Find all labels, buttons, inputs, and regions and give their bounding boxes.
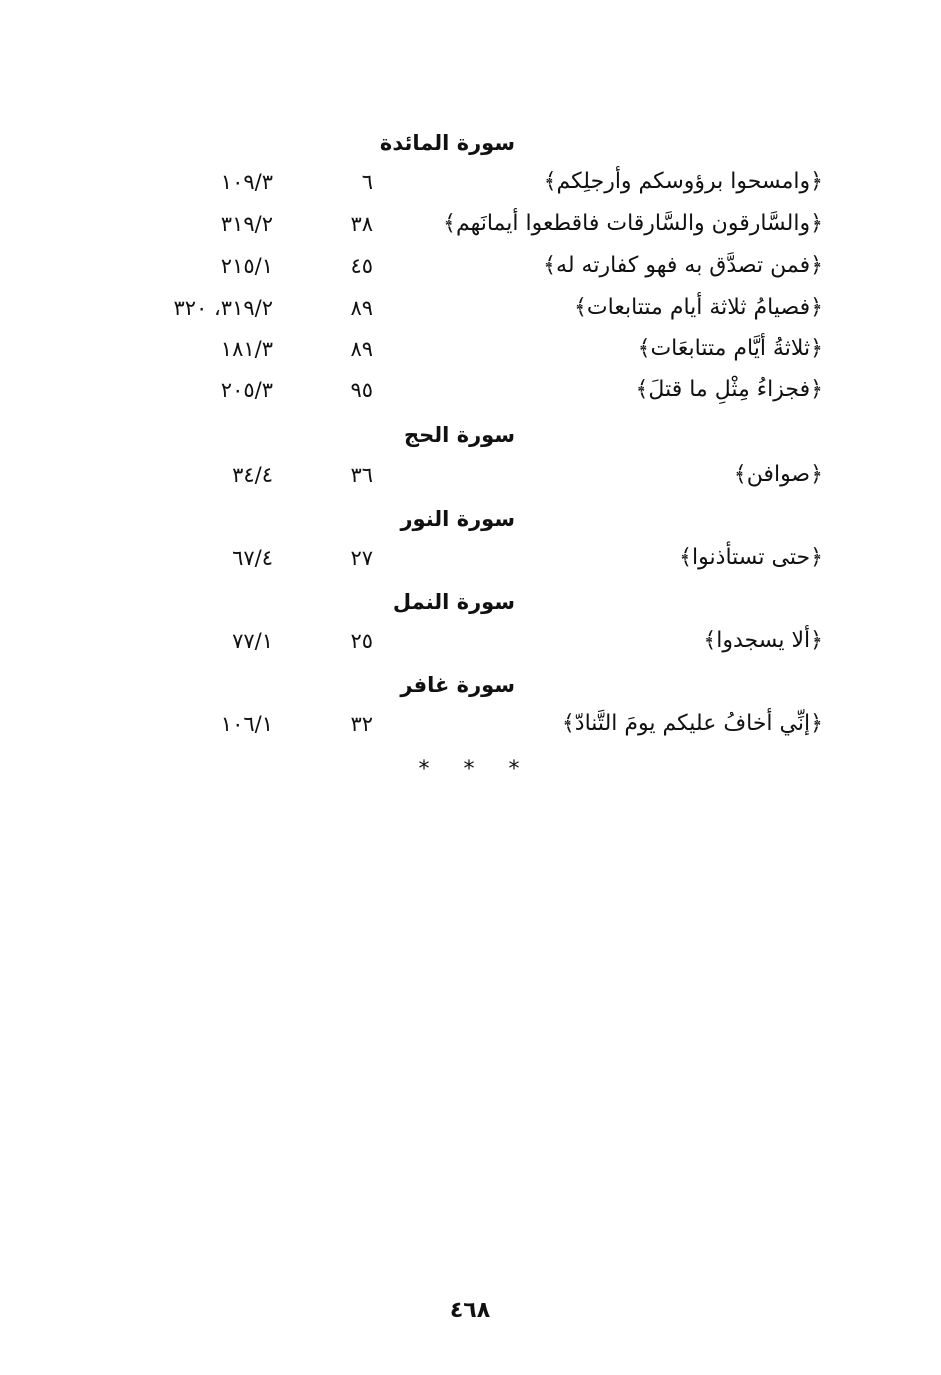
ayah-number: ٣٦ — [350, 463, 373, 487]
index-row — [0, 458, 941, 492]
index-row — [0, 249, 941, 283]
ayah-number: ٣٢ — [350, 712, 373, 736]
index-row — [0, 207, 941, 241]
index-row — [0, 624, 941, 658]
ayah-number: ٤٥ — [350, 254, 373, 278]
ayah-number: ٢٥ — [350, 629, 373, 653]
index-row — [0, 373, 941, 407]
verse-text: ﴿صوافن﴾ — [733, 462, 823, 487]
verse-text: ﴿إنِّي أخافُ عليكم يومَ التَّنادّ﴾ — [561, 711, 823, 736]
volume-page-ref: ٣١٩/٢، ٣٢٠ — [173, 296, 273, 320]
ayah-number: ٩٥ — [350, 378, 373, 402]
ayah-number: ٨٩ — [350, 337, 373, 361]
surah-title-an-naml: سورة النمل — [392, 590, 515, 614]
volume-page-ref: ٣٤/٤ — [232, 463, 273, 487]
volume-page-ref: ١٨١/٣ — [220, 337, 273, 361]
verse-text: ﴿ثلاثةُ أيَّام متتابعَات﴾ — [637, 336, 823, 361]
surah-title-al-hajj: سورة الحج — [404, 423, 515, 447]
verse-text: ﴿فصيامُ ثلاثة أيام متتابعات﴾ — [574, 295, 823, 320]
surah-title-ghafir: سورة غافر — [400, 673, 515, 697]
verse-text: ﴿ألا يسجدوا﴾ — [703, 628, 823, 653]
index-row — [0, 332, 941, 366]
asterisk-icon: * — [418, 757, 430, 782]
verse-text: ﴿وامسحوا برؤوسكم وأرجلِكم﴾ — [543, 169, 823, 194]
section-end-ornament — [414, 756, 524, 784]
volume-page-ref: ١٠٩/٣ — [220, 170, 273, 194]
ayah-number: ٨٩ — [350, 296, 373, 320]
ayah-number: ٦ — [361, 170, 373, 194]
asterisk-icon: * — [463, 757, 475, 782]
volume-page-ref: ٣١٩/٢ — [220, 212, 273, 236]
ayah-number: ٣٨ — [350, 212, 373, 236]
surah-title-an-nur: سورة النور — [400, 507, 515, 531]
surah-title-al-maidah: سورة المائدة — [379, 131, 515, 155]
volume-page-ref: ٦٧/٤ — [232, 546, 273, 570]
verse-text: ﴿حتى تستأذنوا﴾ — [679, 545, 823, 570]
index-row — [0, 541, 941, 575]
volume-page-ref: ٢٠٥/٣ — [220, 378, 273, 402]
volume-page-ref: ١٠٦/١ — [220, 712, 273, 736]
verse-text: ﴿فجزاءُ مِثْلِ ما قتلَ﴾ — [635, 377, 823, 402]
index-row — [0, 165, 941, 199]
index-row — [0, 291, 941, 325]
volume-page-ref: ٢١٥/١ — [220, 254, 273, 278]
asterisk-icon: * — [508, 757, 520, 782]
page-number: ٤٦٨ — [449, 1298, 491, 1323]
volume-page-ref: ٧٧/١ — [232, 629, 273, 653]
verse-text: ﴿فمن تصدَّق به فهو كفارته له﴾ — [543, 253, 823, 278]
index-row — [0, 707, 941, 741]
ayah-number: ٢٧ — [350, 546, 373, 570]
verse-text: ﴿والسَّارقون والسَّارقات فاقطعوا أيمانَهم﴾ — [443, 211, 823, 236]
